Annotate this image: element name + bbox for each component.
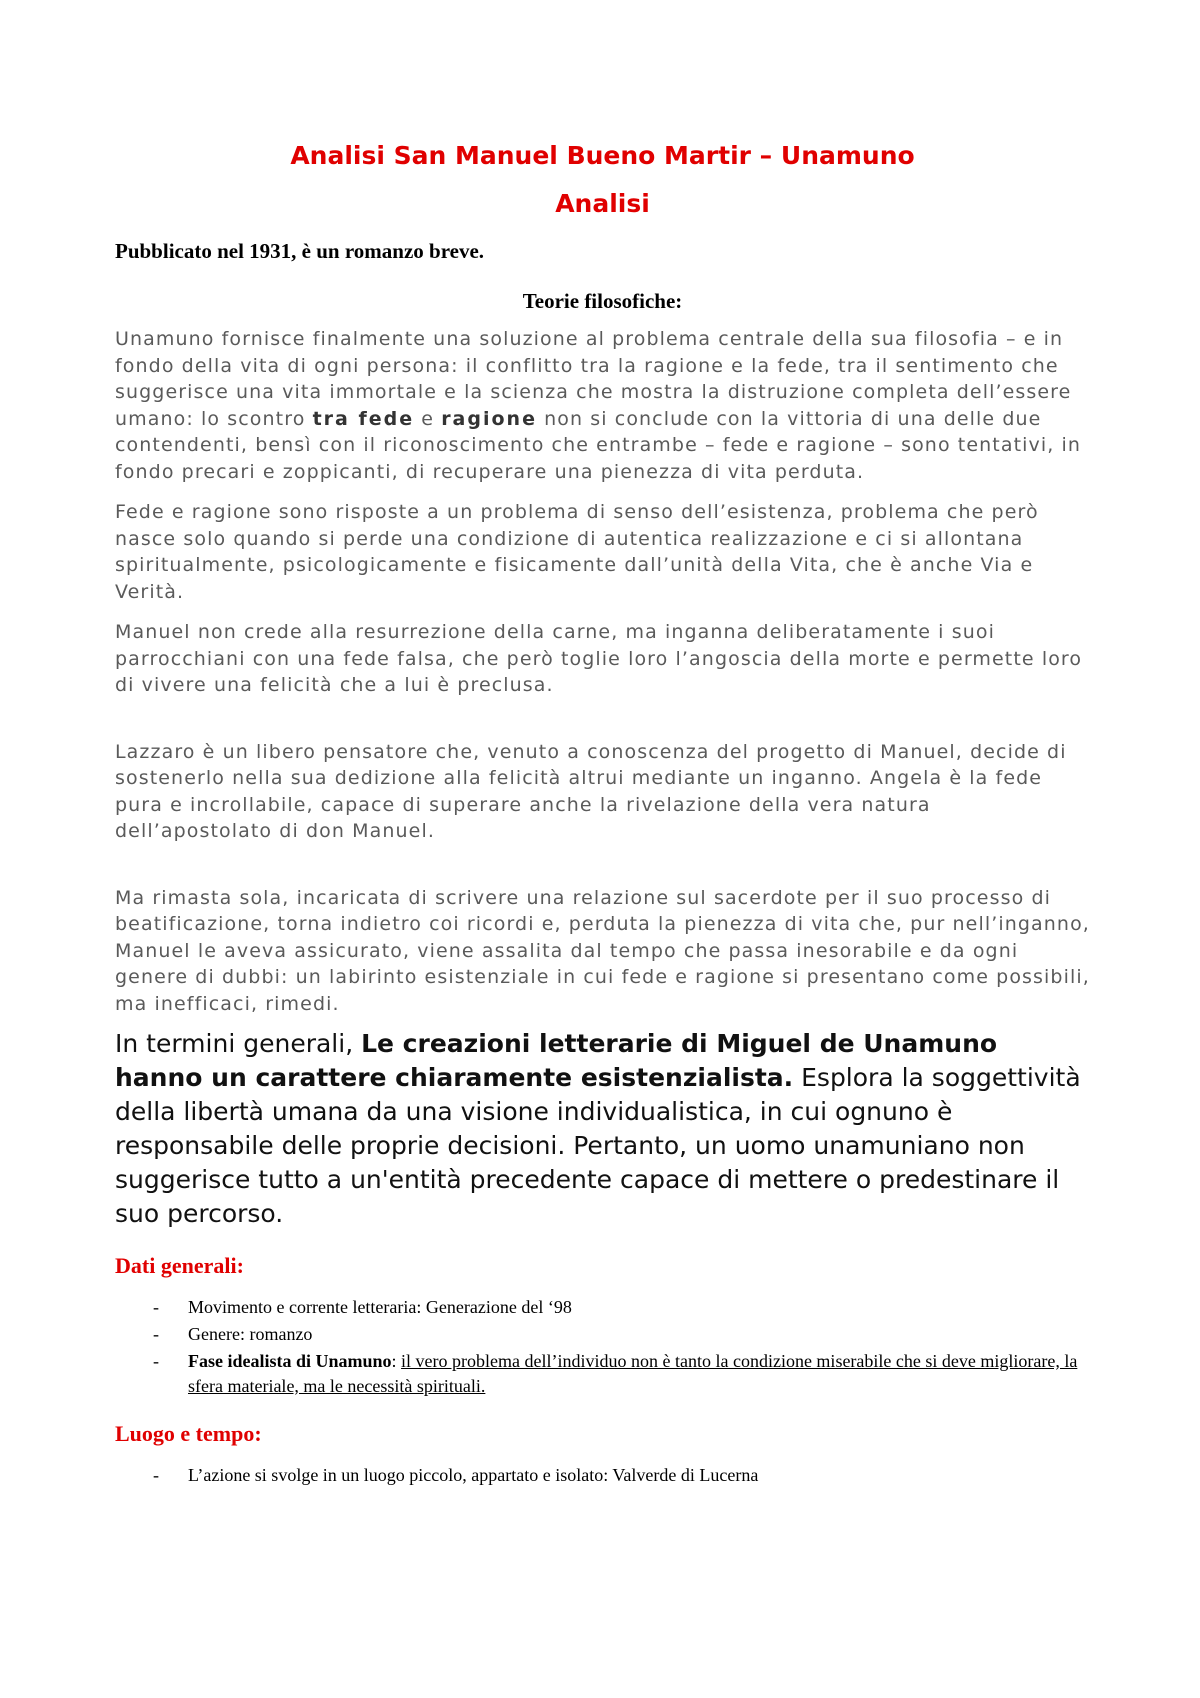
dash-bullet: - (153, 1351, 159, 1371)
paragraph-conflict-text-a: Unamuno fornisce finalmente una soluzione al problema centrale della sua filosofia – e in fondo della vita di ogni persona: il conflitto tra la ragione e la fede, tra il sentimento che suggerisce una vita immortale e la scienza che mostra la distruzione completa dell’essere umano: lo scontro (115, 328, 1072, 430)
list-item (115, 1295, 1090, 1320)
bold-tra-fede: tra fede (312, 407, 415, 430)
list-item-text: Movimento e corrente letteraria: Generazione del ‘98 (188, 1297, 572, 1317)
existentialism-rest: Esplora la soggettività della libertà umana da una visione individualistica, in cui ognuno è responsabile delle proprie decisioni. Pertanto, un uomo unamuniano non suggerisce tutto a un'entità precedente capace di mettere o predestinare il suo percorso. (115, 1063, 1081, 1228)
list-item-text: L’azione si svolge in un luogo piccolo, appartato e isolato: Valverde di Lucerna (188, 1465, 759, 1485)
bold-ragione: ragione (441, 407, 537, 430)
general-data-list (115, 1295, 1090, 1399)
paragraph-faith-reason: Fede e ragione sono risposte a un problema di senso dell’esistenza, problema che però nasce solo quando si perde una condizione di autentica realizzazione e ci si allontana spiritualmente, psicologicamente e fisicamente dall’unità della Vita, che è anche Via e Verità. (115, 501, 1039, 603)
existentialism-bold: Le creazioni letterarie di Miguel de Unamuno hanno un carattere chiaramente esistenzialista. (115, 1029, 998, 1092)
paragraph-conflict-mid: e (414, 407, 442, 430)
section-heading-general-data: Dati generali: (115, 1253, 244, 1278)
section-heading-place-time: Luogo e tempo: (115, 1421, 262, 1446)
place-time-list (115, 1463, 1090, 1488)
paragraph-angela-alone: Ma rimasta sola, incaricata di scrivere una relazione sul sacerdote per il suo processo di beatificazione, torna indietro coi ricordi e, perduta la pienezza di vita che, pur nell’inganno, Manuel le aveva assicurato, viene assalita dal tempo che passa inesorabile e da ogni genere di dubbi: un labirinto esistenziale in cui fede e ragione si presentano come possibili, ma inefficaci, rimedi. (115, 886, 1090, 1015)
document-subtitle: Analisi (555, 189, 650, 218)
list-item (115, 1349, 1090, 1399)
dash-bullet: - (153, 1465, 159, 1485)
list-item-text: Genere: romanzo (188, 1324, 313, 1344)
paragraph-conflict (115, 326, 1090, 485)
paragraph-lazzaro-angela: Lazzaro è un libero pensatore che, venuto a conoscenza del progetto di Manuel, decide di sostenerlo nella sua dedizione alla felicità altrui mediante un inganno. Angela è la fede pura e incrollabile, capace di superare anche la rivelazione della vera natura dell’apostolato di don Manuel. (115, 740, 1067, 842)
paragraph-manuel: Manuel non crede alla resurrezione della carne, ma inganna deliberatamente i suoi parrocchiani con una fede falsa, che però toglie loro l’angoscia della morte e permette loro di vivere una felicità che a lui è preclusa. (115, 621, 1083, 696)
paragraph-existentialism (115, 1027, 1090, 1231)
existentialism-lead: In termini generali, (115, 1029, 362, 1058)
list-item (115, 1322, 1090, 1347)
list-item-colon: : (391, 1351, 402, 1371)
section-heading-theories: Teorie filosofiche: (522, 289, 683, 313)
dash-bullet: - (153, 1297, 159, 1317)
list-item (115, 1463, 1090, 1488)
dash-bullet: - (153, 1324, 159, 1344)
published-line: Pubblicato nel 1931, è un romanzo breve. (115, 239, 485, 263)
list-item-bold: Fase idealista di Unamuno (188, 1351, 392, 1371)
paragraph-conflict-text-b: non si conclude con la vittoria di una delle due contendenti, bensì con il riconoscimento che entrambe – fede e ragione – sono tentativi, in fondo precari e zoppicanti, di recuperare una pienezza di vita perduta. (115, 407, 1082, 483)
list-item-underlined: il vero problema dell’individuo non è tanto la condizione miserabile che si deve migliorare, la sfera materiale, ma le necessità spirituali. (188, 1351, 1078, 1396)
document-title: Analisi San Manuel Bueno Martir – Unamuno (290, 141, 915, 170)
